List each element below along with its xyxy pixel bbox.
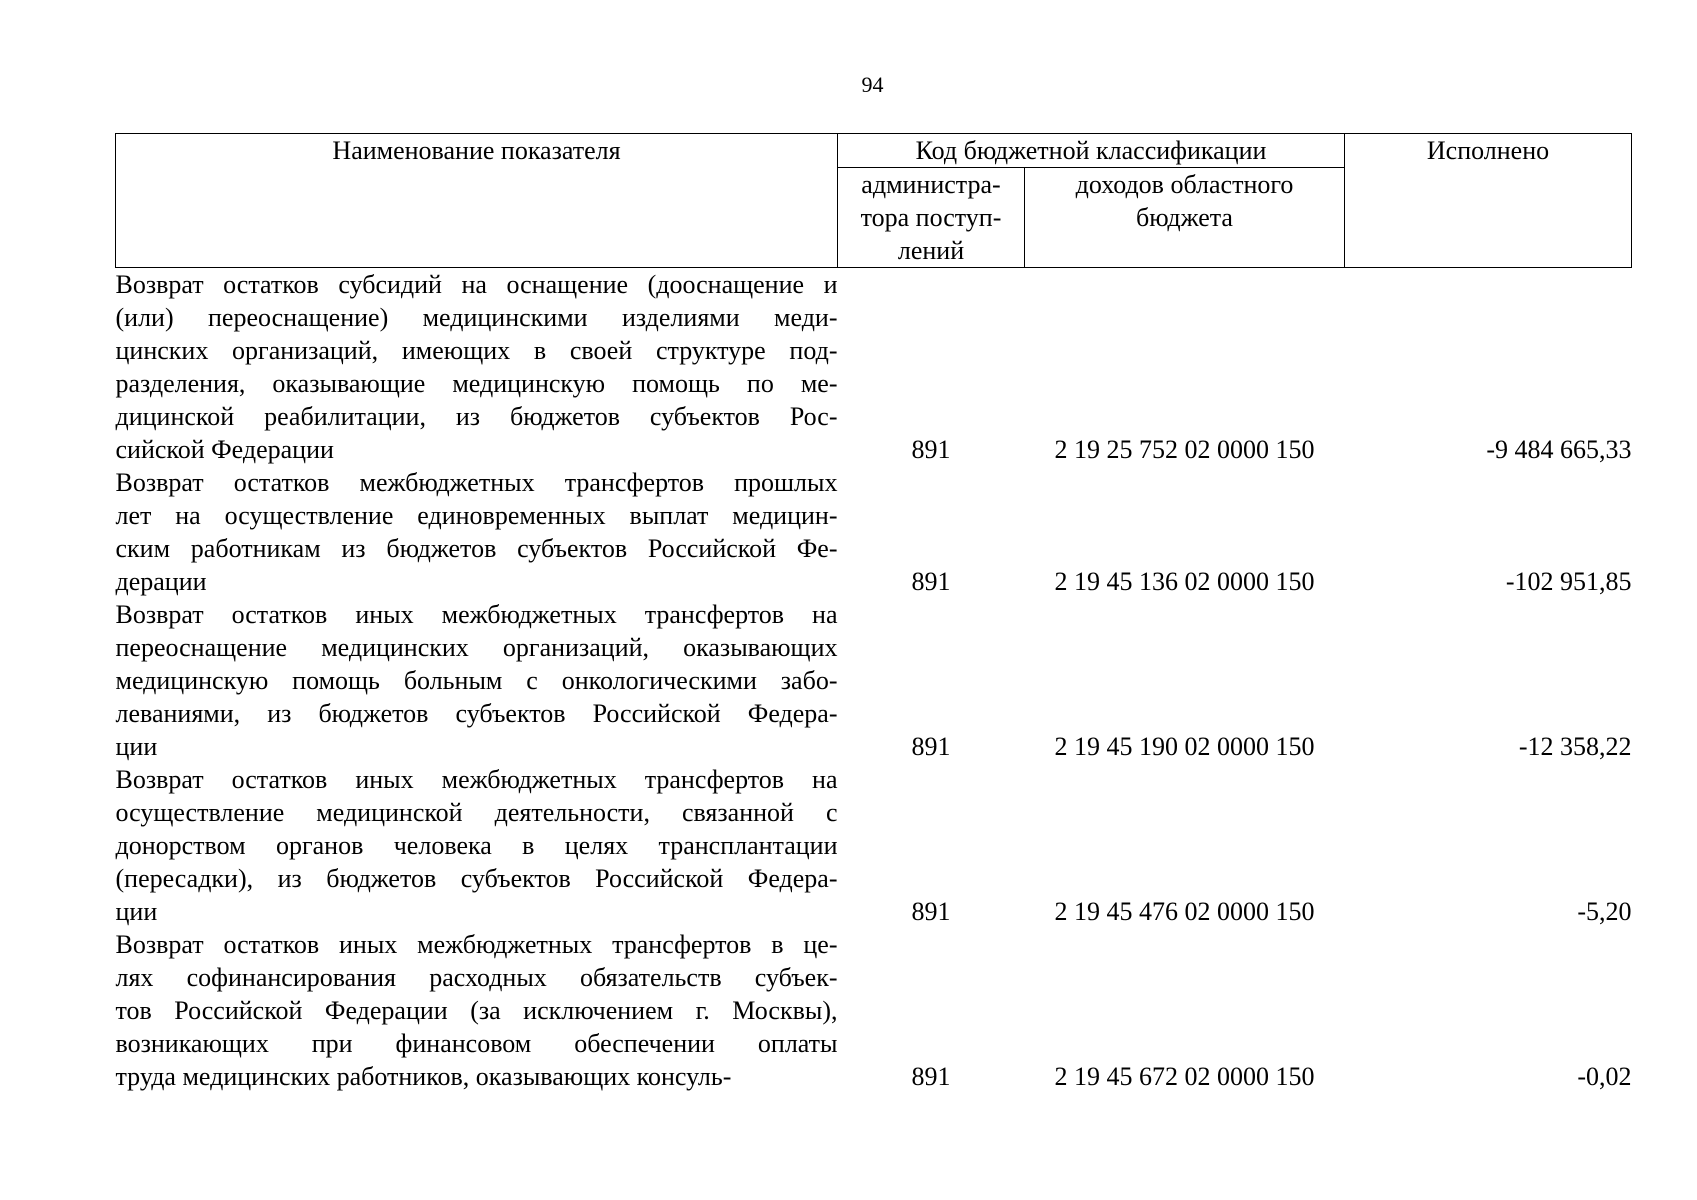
administrator-code: 891 [911,897,951,926]
income-classification-code: 2 19 25 752 02 0000 150 [1054,435,1315,464]
indicator-name-line: донорством органов человека в целях трансплантации [115,831,838,860]
indicator-name-line: тов Российской Федерации (за исключением г. Москвы), [115,996,838,1025]
header-administrator-line: администра- [861,170,1001,199]
indicator-name [116,466,838,598]
income-classification-code: 2 19 45 136 02 0000 150 [1054,567,1315,596]
indicator-name-line: (пересадки), из бюджетов субъектов Российской Федера- [115,864,838,893]
indicator-name-line: Возврат остатков иных межбюджетных трансфертов на [115,600,838,629]
indicator-name-line: сийской Федерации [115,435,334,464]
header-budget-code: Код бюджетной классификации [838,134,1345,168]
administrator-code: 891 [911,1062,951,1091]
indicator-name-line: Возврат остатков межбюджетных трансфертов прошлых [115,468,838,497]
table-header [116,134,1632,268]
indicator-name-line: медицинскую помощь больным с онкологическими забо- [115,666,838,695]
indicator-name [116,928,838,1093]
administrator-code: 891 [911,435,951,464]
table-row [116,598,1632,763]
income-classification-code: 2 19 45 476 02 0000 150 [1054,897,1315,926]
indicator-name-line: Возврат остатков иных межбюджетных трансфертов в це- [115,930,838,959]
executed-amount: -9 484 665,33 [1486,435,1632,464]
executed-amount: -102 951,85 [1505,567,1632,596]
indicator-name [116,763,838,928]
indicator-name-line: осуществление медицинской деятельности, связанной с [115,798,838,827]
executed-amount: -0,02 [1577,1062,1632,1091]
header-income-line: доходов областного [1075,170,1294,199]
header-income-code [1025,168,1345,268]
table-body [116,268,1632,1094]
indicator-name-line: разделения, оказывающие медицинскую помощь по ме- [115,369,838,398]
indicator-name-line: лет на осуществление единовременных выплат медицин- [115,501,838,530]
indicator-name-line: ции [115,732,158,761]
executed-amount: -12 358,22 [1518,732,1632,761]
header-administrator-line: лений [897,236,965,265]
indicator-name-line: ции [115,897,158,926]
indicator-name-line: (или) переоснащение) медицинскими изделиями меди- [115,303,838,332]
header-indicator-name: Наименование показателя [116,134,838,268]
income-classification-code: 2 19 45 672 02 0000 150 [1054,1062,1315,1091]
indicator-name-line: лях софинансирования расходных обязательств субъек- [115,963,838,992]
table-row [116,928,1632,1093]
executed-amount: -5,20 [1577,897,1632,926]
page-number: 94 [861,72,884,97]
indicator-name-line: Возврат остатков иных межбюджетных трансфертов на [115,765,838,794]
indicator-name-line: переоснащение медицинских организаций, оказывающих [115,633,838,662]
indicator-name-line: ским работникам из бюджетов субъектов Российской Фе- [115,534,838,563]
header-administrator [838,168,1025,268]
indicator-name-line: цинских организаций, имеющих в своей структуре под- [115,336,838,365]
table-row [116,763,1632,928]
indicator-name-line: Возврат остатков субсидий на оснащение (дооснащение и [115,270,838,299]
indicator-name [116,598,838,763]
indicator-name-line: труда медицинских работников, оказывающих консуль- [115,1062,732,1091]
table-row [116,268,1632,467]
budget-report-table [115,133,1632,1093]
header-executed: Исполнено [1345,134,1632,268]
header-income-line: бюджета [1136,203,1233,232]
table-row [116,466,1632,598]
administrator-code: 891 [911,732,951,761]
administrator-code: 891 [911,567,951,596]
indicator-name [116,268,838,467]
indicator-name-line: дерации [115,567,207,596]
indicator-name-line: возникающих при финансовом обеспечении оплаты [115,1029,838,1058]
header-administrator-line: тора поступ- [860,203,1002,232]
indicator-name-line: дицинской реабилитации, из бюджетов субъектов Рос- [115,402,838,431]
income-classification-code: 2 19 45 190 02 0000 150 [1054,732,1315,761]
indicator-name-line: леваниями, из бюджетов субъектов Российской Федера- [115,699,838,728]
